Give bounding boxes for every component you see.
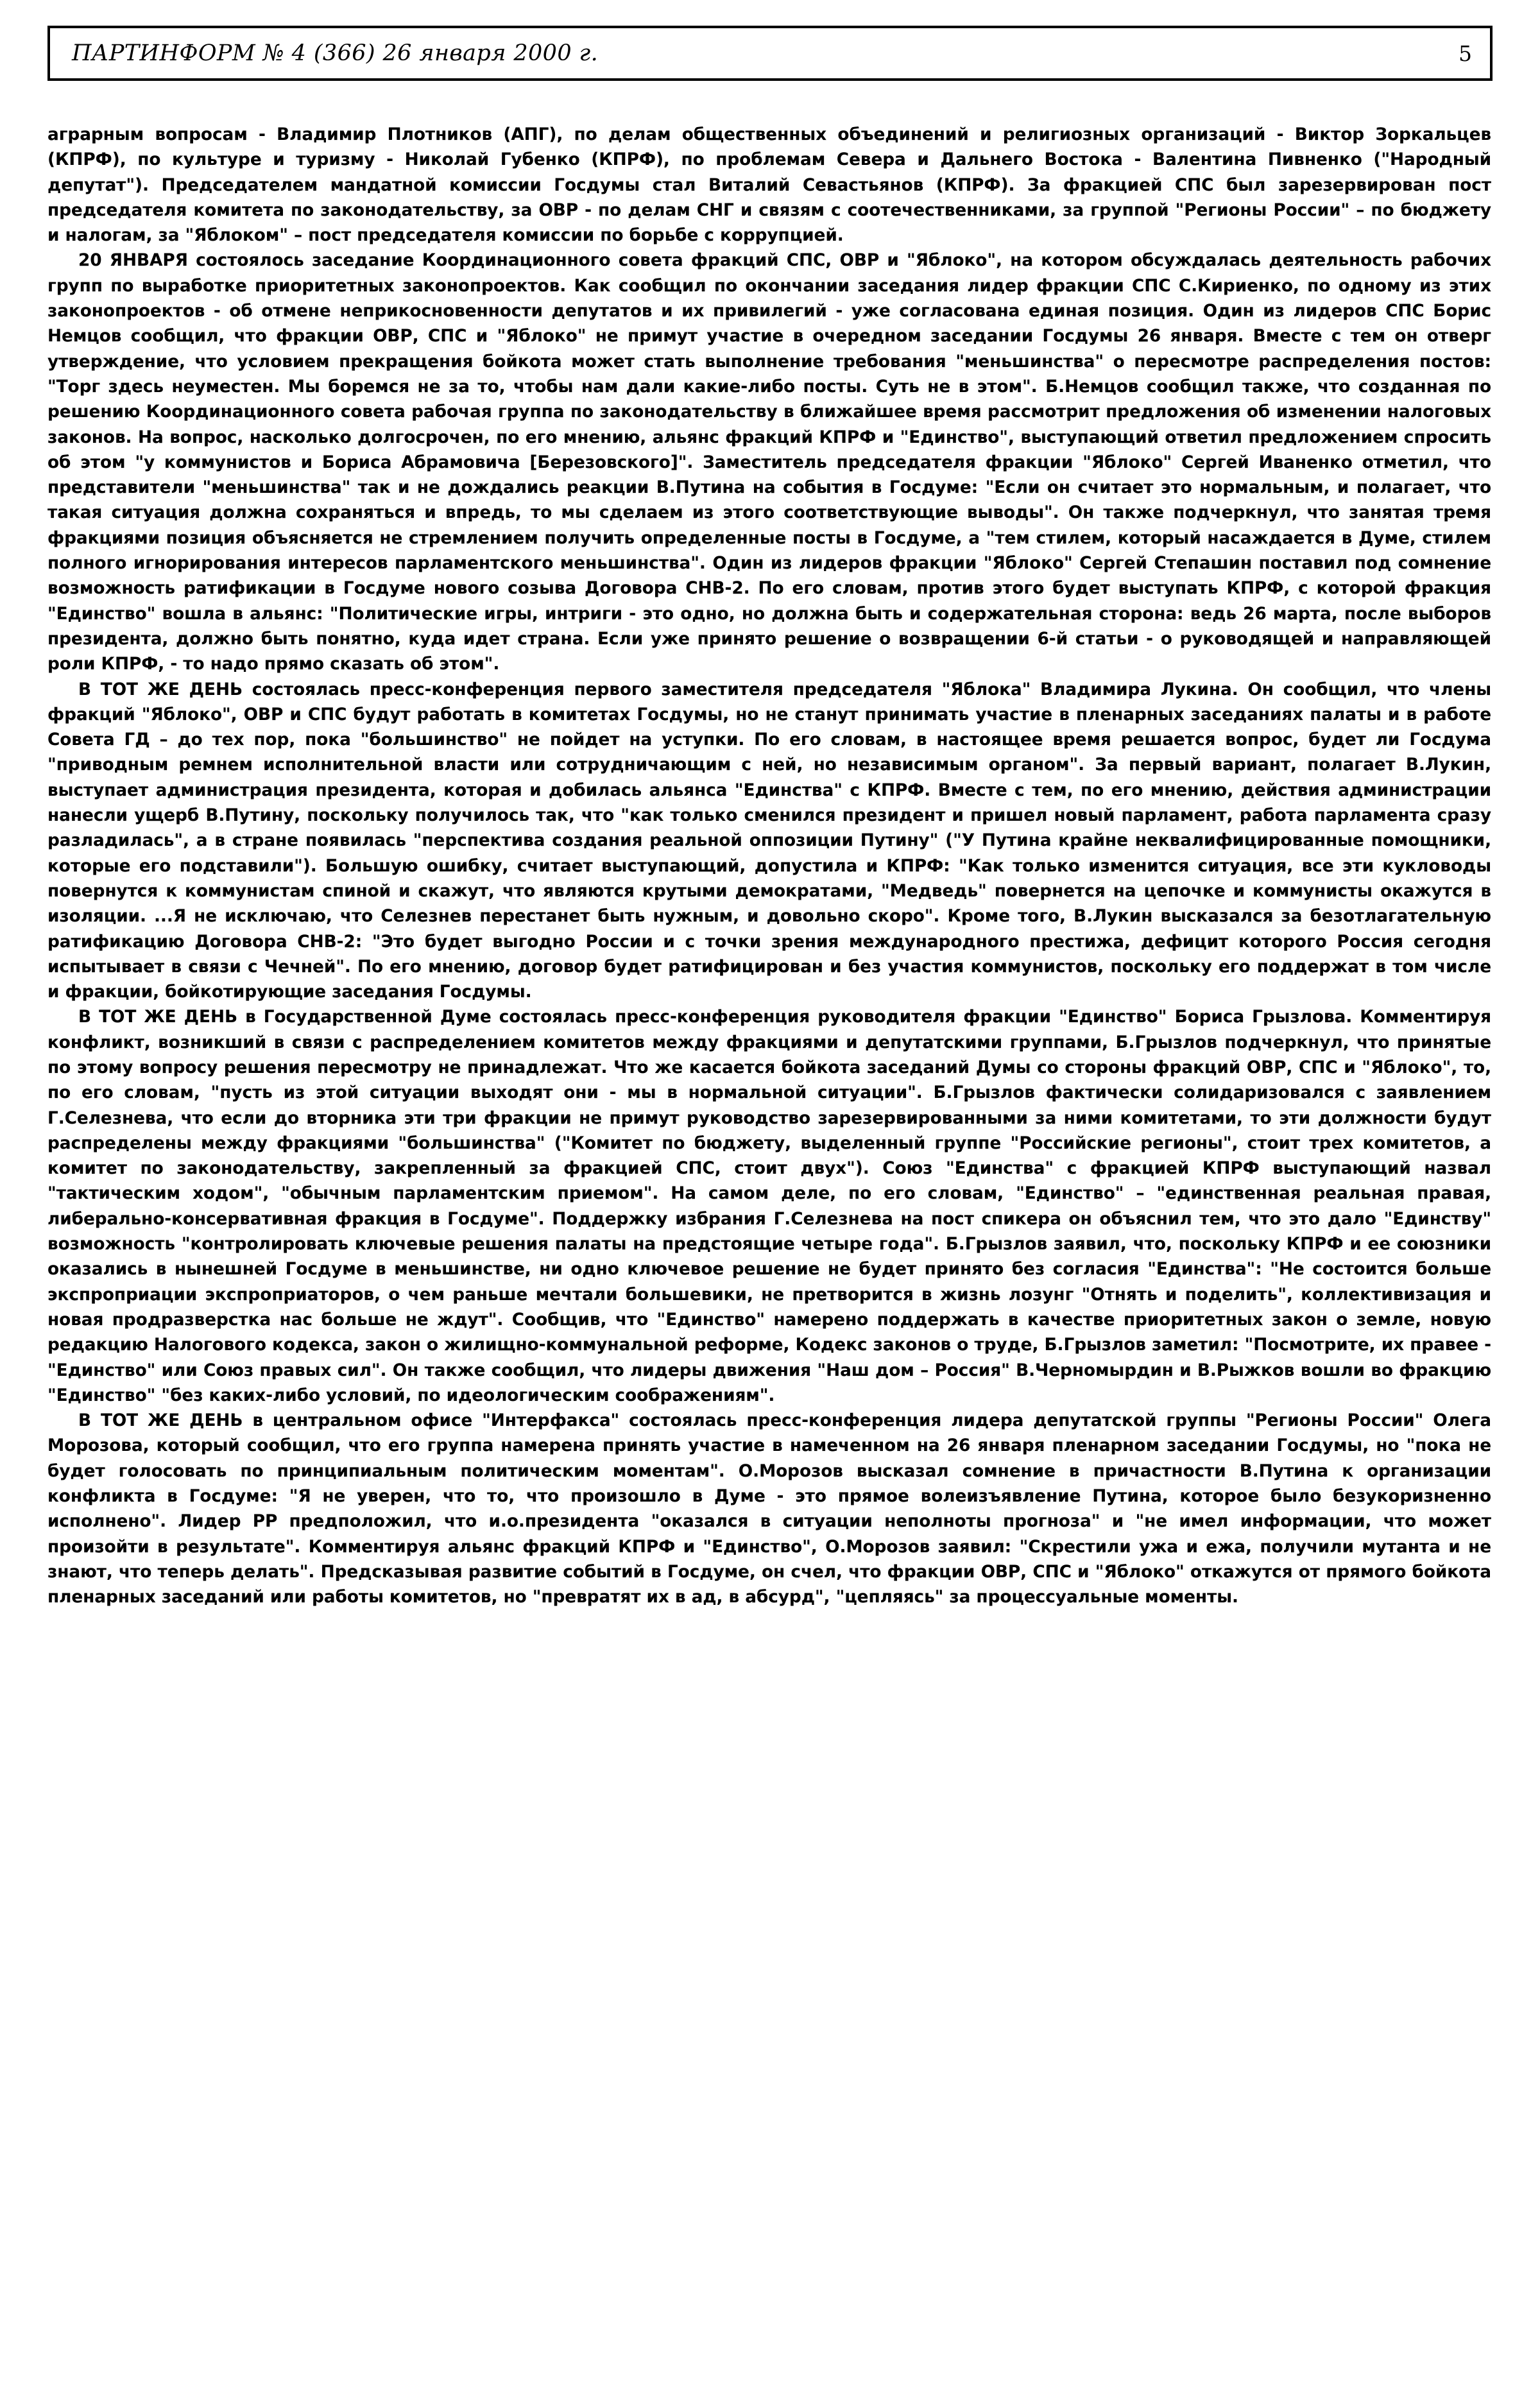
publication-title: ПАРТИНФОРМ № 4 (366) 26 января 2000 г. <box>72 40 599 66</box>
paragraph: В ТОТ ЖЕ ДЕНЬ в центральном офисе "Интерфакса" состоялась пресс-конференция лидера депутатской группы "Регионы России" Олега Морозова, который сообщил, что его группа намерена принять участие в намеченном на 26 января пленарном заседании Госдумы, но "пока не будет голосовать по принципиальным политическим моментам". О.Морозов высказал сомнение в причастности В.Путина к организации конфликта в Госдуме: "Я не уверен, что то, что произошло в Думе - это прямое волеизъявление Путина, которое было безукоризненно исполнено". Лидер РР предположил, что и.о.президента "оказался в ситуации неполноты прогноза" и "не имел информации, что может произойти в результате". Комментируя альянс фракций КПРФ и "Единство", О.Морозов заявил: "Скрестили ужа и ежа, получили мутанта и не знают, что теперь делать". Предсказывая развитие событий в Госдуме, он счел, что фракции ОВР, СПС и "Яблоко" откажутся от прямого бойкота пленарных заседаний или работы комитетов, но "превратят их в ад, в абсурд", "цепляясь" за процессуальные моменты. <box>47 1410 1491 1607</box>
paragraph: В ТОТ ЖЕ ДЕНЬ в Государственной Думе состоялась пресс-конференция руководителя фракции "Единство" Бориса Грызлова. Комментируя конфликт, возникший в связи с распределением комитетов между фракциями и депутатскими группами, Б.Грызлов подчеркнул, что принятые по этому вопросу решения пересмотру не принадлежат. Что же касается бойкота заседаний Думы со стороны фракций ОВР, СПС и "Яблоко", то, по его словам, "пусть из этой ситуации выходят они - мы в нормальной ситуации". Б.Грызлов фактически солидаризовался с заявлением Г.Селезнева, что если до вторника эти три фракции не примут руководство зарезервированными за ними комитетами, то эти должности будут распределены между фракциями "большинства" ("Комитет по бюджету, выделенный группе "Российские регионы", стоит трех комитетов, а комитет по законодательству, закрепленный за фракцией СПС, стоит двух"). Союз "Единства" с фракцией КПРФ выступающий назвал "тактическим ходом", "обычным парламентским приемом". На самом деле, по его словам, "Единство" – "единственная реальная правая, либерально-консервативная фракция в Госдуме". Поддержку избрания Г.Селезнева на пост спикера он объяснил тем, что это дало "Единству" возможность "контролировать ключевые решения палаты на предстоящие четыре года". Б.Грызлов заявил, что, поскольку КПРФ и ее союзники оказались в нынешней Госдуме в меньшинстве, ни одно ключевое решение не будет принято без согласия "Единства": "Не состоится больше экспроприации экспроприаторов, о чем раньше мечтали большевики, не претворится в жизнь лозунг "Отнять и поделить", коллективизация и новая продразверстка нас больше не ждут". Сообщив, что "Единство" намерено поддержать в качестве приоритетных закон о земле, новую редакцию Налогового кодекса, закон о жилищно-коммунальной реформе, Кодекс законов о труде, Б.Грызлов заметил: "Посмотрите, их правее - "Единство" или Союз правых сил". Он также сообщил, что лидеры движения "Наш дом – Россия" В.Черномырдин и В.Рыжков вошли во фракцию "Единство" "без каких-либо условий, по идеологическим соображениям". <box>47 1007 1491 1405</box>
paragraph: В ТОТ ЖЕ ДЕНЬ состоялась пресс-конференция первого заместителя председателя "Яблока" Владимира Лукина. Он сообщил, что члены фракций "Яблоко", ОВР и СПС будут работать в комитетах Госдумы, но не станут принимать участие в пленарных заседаниях палаты и в работе Совета ГД – до тех пор, пока "большинство" не пойдет на уступки. По его словам, в настоящее время решается вопрос, будет ли Госдума "приводным ремнем исполнительной власти или сотрудничающим с ней, но независимым органом". За первый вариант, полагает В.Лукин, выступает администрация президента, которая и добилась альянса "Единства" с КПРФ. Вместе с тем, по его мнению, действия администрации нанесли ущерб В.Путину, поскольку получилось так, что "как только сменился президент и пришел новый парламент, работа парламента сразу разладилась", а в стране появилась "перспектива создания реальной оппозиции Путину" ("У Путина крайне неквалифицированные помощники, которые его подставили"). Большую ошибку, считает выступающий, допустила и КПРФ: "Как только изменится ситуация, все эти кукловоды повернутся к коммунистам спиной и скажут, что являются крутыми демократами, "Медведь" повернется на цепочке и коммунисты окажутся в изоляции. ...Я не исключаю, что Селезнев перестанет быть нужным, и довольно скоро". Кроме того, В.Лукин высказался за безотлагательную ратификацию Договора СНВ-2: "Это будет выгодно России и с точки зрения международного престижа, дефицит которого Россия сегодня испытывает в связи с Чечней". По его мнению, договор будет ратифицирован и без участия коммунистов, поскольку его поддержат в том числе и фракции, бойкотирующие заседания Госдумы. <box>47 679 1491 1002</box>
page-header <box>47 26 1493 81</box>
paragraph: 20 ЯНВАРЯ состоялось заседание Координационного совета фракций СПС, ОВР и "Яблоко", на котором обсуждалась деятельность рабочих групп по выработке приоритетных законопроектов. Как сообщил по окончании заседания лидер фракции СПС С.Кириенко, по одному из этих законопроектов - об отмене неприкосновенности депутатов и их привилегий - уже согласована единая позиция. Один из лидеров СПС Борис Немцов сообщил, что фракции ОВР, СПС и "Яблоко" не примут участие в очередном заседании Госдумы 26 января. Вместе с тем он отверг утверждение, что условием прекращения бойкота может стать выполнение требования "меньшинства" о пересмотре распределения постов: "Торг здесь неуместен. Мы боремся не за то, чтобы нам дали какие-либо посты. Суть не в этом". Б.Немцов сообщил также, что созданная по решению Координационного совета рабочая группа по законодательству в ближайшее время рассмотрит предложения об изменении налоговых законов. На вопрос, насколько долгосрочен, по его мнению, альянс фракций КПРФ и "Единство", выступающий ответил предложением спросить об этом "у коммунистов и Бориса Абрамовича [Березовского]". Заместитель председателя фракции "Яблоко" Сергей Иваненко отметил, что представители "меньшинства" так и не дождались реакции В.Путина на события в Госдуме: "Если он считает это нормальным, и полагает, что такая ситуация должна сохраняться и впредь, то мы сделаем из этого соответствующие выводы". Он также подчеркнул, что занятая тремя фракциями позиция объясняется не стремлением получить определенные посты в Госдуме, а "тем стилем, который насаждается в Думе, стилем полного игнорирования интересов парламентского меньшинства". Один из лидеров фракции "Яблоко" Сергей Степашин поставил под сомнение возможность ратификации в Госдуме нового созыва Договора СНВ-2. По его словам, против этого будет выступать КПРФ, с которой фракция "Единство" вошла в альянс: "Политические игры, интриги - это одно, но должна быть и содержательная сторона: ведь 26 марта, после выборов президента, должно быть понятно, куда идет страна. Если уже принято решение о возвращении 6-й статьи - о руководящей и направляющей роли КПРФ, - то надо прямо сказать об этом". <box>47 250 1491 674</box>
article-body <box>47 122 1493 1610</box>
paragraph: аграрным вопросам - Владимир Плотников (АПГ), по делам общественных объединений и религиозных организаций - Виктор Зоркальцев (КПРФ), по культуре и туризму - Николай Губенко (КПРФ), по проблемам Севера и Дальнего Востока - Валентина Пивненко ("Народный депутат"). Председателем мандатной комиссии Госдумы стал Виталий Севастьянов (КПРФ). За фракцией СПС был зарезервирован пост председателя комитета по законодательству, за ОВР - по делам СНГ и связям с соотечественниками, за группой "Регионы России" – по бюджету и налогам, за "Яблоком" – пост председателя комиссии по борьбе с коррупцией. <box>47 124 1491 246</box>
page-number: 5 <box>1459 40 1472 66</box>
